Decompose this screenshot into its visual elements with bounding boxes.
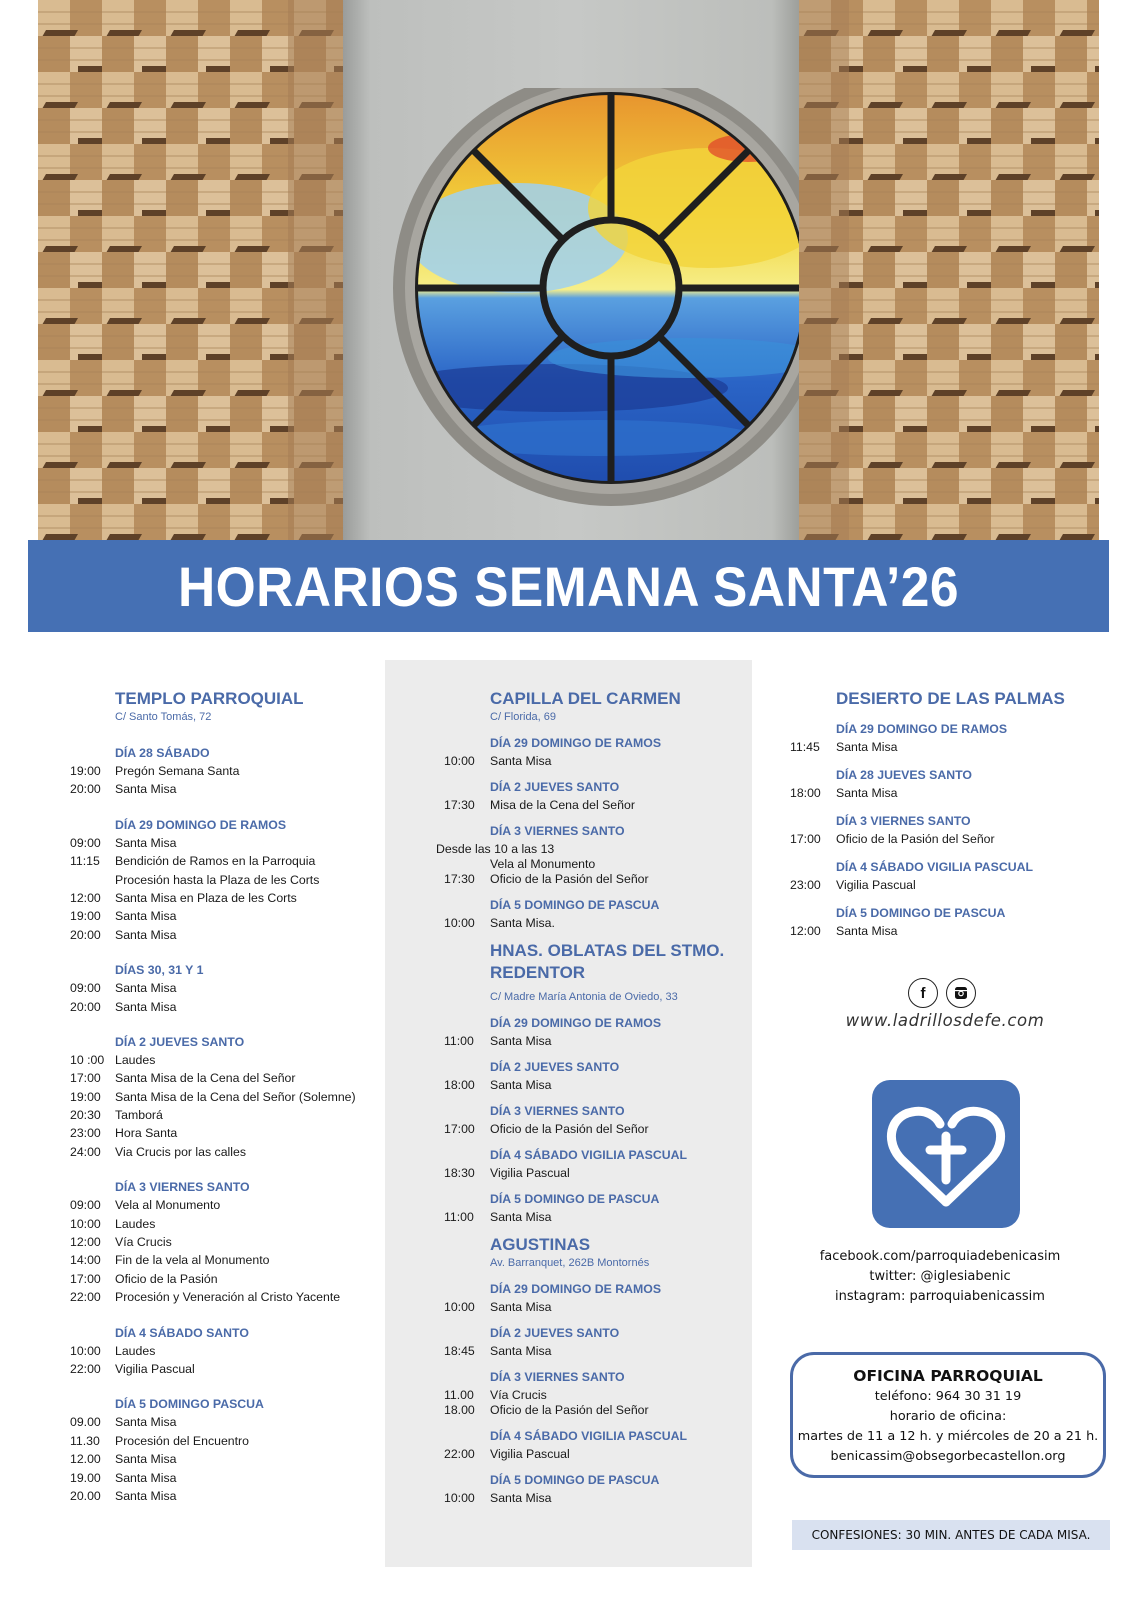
day-header: DÍA 29 DOMINGO DE RAMOS [490, 1282, 662, 1296]
time: 12:00 [70, 1235, 101, 1250]
spacer [790, 799, 1090, 812]
schedule-row [70, 1088, 370, 1106]
schedule-row [444, 1032, 744, 1047]
spacer [70, 1161, 370, 1178]
schedule-row [70, 780, 370, 798]
event-label: Pregón Semana Santa [115, 764, 240, 778]
time: 11:00 [444, 1034, 474, 1048]
spacer [790, 710, 1090, 720]
day-header: DÍA 29 DOMINGO DE RAMOS [836, 722, 1008, 736]
event-label: Santa Misa [490, 1491, 552, 1505]
spacer [444, 1223, 744, 1234]
title-banner [28, 540, 1109, 632]
heart-cross-icon [872, 1080, 1020, 1228]
event-label: Laudes [115, 1343, 156, 1358]
time: 24:00 [70, 1144, 101, 1159]
time: 18:45 [444, 1344, 475, 1358]
place-address: C/ Madre María Antonia de Oviedo, 33 [490, 991, 678, 1003]
time: 11:45 [790, 740, 820, 754]
event-label: Vigilia Pascual [490, 1166, 570, 1180]
spacer [444, 1179, 744, 1190]
time: 10:00 [444, 1491, 475, 1505]
time: 19:00 [70, 764, 101, 778]
schedule-row [790, 830, 1090, 845]
schedule-row [70, 1215, 370, 1233]
day-header: DÍA 2 JUEVES SANTO [490, 1060, 620, 1074]
time: 12.00 [70, 1452, 101, 1467]
day-header: DÍAS 30, 31 Y 1 [115, 963, 204, 978]
day-header: DÍA 4 SÁBADO VIGILIA PASCUAL [490, 1429, 687, 1443]
day-header: DÍA 4 SÁBADO VIGILIA PASCUAL [490, 1148, 687, 1162]
day-header: DÍA 28 SÁBADO [115, 746, 210, 760]
time: 17:00 [790, 832, 821, 846]
office-hours-label: horario de oficina: [889, 1409, 1007, 1424]
schedule-row [444, 870, 744, 885]
time: 14:00 [70, 1253, 101, 1268]
schedule-row [70, 1124, 370, 1142]
time: 10:00 [444, 916, 475, 930]
time: 20:00 [70, 999, 101, 1014]
spacer [790, 753, 1090, 766]
schedule-row [70, 1233, 370, 1251]
spacer [70, 799, 370, 816]
spacer [444, 1313, 744, 1324]
day-header: DÍA 3 VIERNES SANTO [490, 1370, 625, 1384]
parish-logo [872, 1080, 1020, 1228]
page-title: HORARIOS SEMANA SANTA’26 [177, 554, 960, 618]
schedule-row [444, 914, 744, 929]
place-address: C/ Santo Tomás, 72 [115, 711, 212, 723]
event-label: Hora Santa [115, 1126, 178, 1141]
event-label: Bendición de Ramos en la Parroquia [115, 854, 316, 869]
event-label: Vía Crucis [490, 1388, 547, 1402]
spacer [444, 1047, 744, 1058]
event-label: Vigilia Pascual [836, 878, 916, 892]
brick-wall-right [799, 0, 1099, 540]
day-header: DÍA 3 VIERNES SANTO [490, 824, 625, 838]
time: 20:30 [70, 1108, 101, 1123]
day-header: DÍA 5 DOMINGO DE PASCUA [836, 906, 1006, 920]
event-label: Santa Misa [490, 1210, 552, 1224]
spacer [70, 1378, 370, 1395]
office-email[interactable]: benicassim@obsegorbecastellon.org [830, 1449, 1066, 1464]
schedule-row [444, 1445, 744, 1460]
schedule-row [790, 876, 1090, 891]
time: 22:00 [70, 1290, 101, 1305]
day-header: DÍA 5 DOMINGO DE PASCUA [490, 1192, 660, 1206]
event-label: Oficio de la Pasión del Señor [490, 872, 649, 886]
office-box [790, 1352, 1106, 1478]
spacer [70, 724, 370, 744]
place-name: CAPILLA DEL CARMEN [490, 689, 681, 708]
schedule-row [70, 998, 370, 1016]
time: 22:00 [444, 1447, 475, 1461]
schedule-row [70, 1106, 370, 1124]
schedule-row [444, 752, 744, 767]
schedule-row [444, 1164, 744, 1179]
place-address: C/ Florida, 69 [490, 711, 557, 723]
schedule-row [70, 1251, 370, 1269]
spacer [444, 1357, 744, 1368]
day-header: DÍA 29 DOMINGO DE RAMOS [490, 736, 662, 750]
time: 17:00 [444, 1122, 475, 1136]
spacer [790, 937, 1090, 950]
schedule-row [444, 1120, 744, 1135]
website-link[interactable]: www.ladrillosdefe.com [845, 1011, 1045, 1030]
time: 19.00 [70, 1470, 101, 1485]
event-label: Santa Misa de la Cena del Señor [115, 1071, 296, 1086]
facebook-icon[interactable]: f [908, 978, 938, 1008]
time: 11:15 [70, 854, 100, 869]
schedule-row [790, 784, 1090, 799]
spacer [444, 1270, 744, 1280]
time: 09:00 [70, 981, 101, 996]
event-label: Procesión del Encuentro [115, 1433, 249, 1448]
brick-wall-left [38, 0, 343, 540]
schedule-row [444, 1208, 744, 1223]
schedule-row [70, 907, 370, 925]
column-templo-parroquial [70, 688, 370, 1505]
facebook-link[interactable]: facebook.com/parroquiadebenicasim [819, 1249, 1061, 1264]
event-label: Santa Misa [115, 835, 177, 850]
time: 17:00 [70, 1071, 101, 1086]
event-label: Santa Misa [115, 909, 177, 924]
twitter-link[interactable]: twitter: @iglesiabenic [869, 1269, 1011, 1284]
event-label: Santa Misa [490, 1078, 552, 1092]
instagram-link[interactable]: instagram: parroquiabenicassim [835, 1289, 1045, 1304]
day-header: DÍA 4 SÁBADO VIGILIA PASCUAL [836, 860, 1033, 874]
event-label: Santa Misa [490, 1034, 552, 1048]
schedule-row [70, 852, 370, 870]
time: 09:00 [70, 1198, 101, 1213]
spacer [444, 1004, 744, 1014]
spacer [70, 944, 370, 961]
day-header: DÍA 5 DOMINGO DE PASCUA [490, 898, 660, 912]
time: 17:00 [70, 1271, 101, 1286]
event-label: Oficio de la Pasión [115, 1271, 218, 1286]
place-address: Av. Barranquet, 262B Montornés [490, 1257, 650, 1269]
event-label: Misa de la Cena del Señor [490, 798, 635, 812]
spacer [444, 1460, 744, 1471]
schedule-row [70, 926, 370, 944]
time: 22:00 [70, 1361, 101, 1376]
schedule-row [70, 1270, 370, 1288]
time: 11.30 [70, 1433, 100, 1448]
time: 12:00 [70, 890, 101, 905]
event-label: Santa Misa [490, 1300, 552, 1314]
schedule-row [70, 1360, 370, 1378]
time: 09.00 [70, 1415, 101, 1430]
schedule-row [790, 922, 1090, 937]
time: 12:00 [790, 924, 821, 938]
event-label: Oficio de la Pasión del Señor [490, 1403, 649, 1417]
event-label: Santa Misa de la Cena del Señor (Solemne) [115, 1089, 356, 1104]
event-label: Santa Misa [490, 754, 552, 768]
time: 10:00 [70, 1343, 101, 1358]
event-label: Fin de la vela al Monumento [115, 1253, 270, 1268]
column-desierto [790, 688, 1090, 950]
spacer [444, 1504, 744, 1515]
confesiones-note: CONFESIONES: 30 MIN. ANTES DE CADA MISA. [792, 1520, 1110, 1550]
spacer [444, 767, 744, 778]
day-header: DÍA 4 SÁBADO SANTO [115, 1325, 249, 1340]
event-label: Procesión hasta la Plaza de les Corts [115, 872, 320, 887]
office-phone: teléfono: 964 30 31 19 [874, 1389, 1022, 1404]
schedule-row [70, 1432, 370, 1450]
time: 19:00 [70, 909, 101, 924]
social-links [800, 1247, 1080, 1307]
event-label: Santa Misa [836, 924, 898, 938]
time: 11.00 [444, 1388, 474, 1402]
time: 10:00 [444, 754, 475, 768]
schedule-row [444, 1386, 744, 1401]
day-header: DÍA 29 DOMINGO DE RAMOS [115, 817, 287, 832]
day-header: DÍA 2 JUEVES SANTO [490, 1326, 620, 1340]
event-label: Santa Misa. [490, 916, 555, 930]
day-header: DÍA 28 JUEVES SANTO [836, 768, 972, 782]
event-label: Vigilia Pascual [115, 1361, 195, 1376]
event-label: Santa Misa [115, 782, 177, 797]
schedule-row [70, 1413, 370, 1431]
event-label: Santa Misa [836, 740, 898, 754]
event-label: Vigilia Pascual [490, 1447, 570, 1461]
schedule-row [444, 855, 744, 870]
instagram-icon[interactable] [946, 978, 976, 1008]
event-label: Santa Misa [115, 1452, 177, 1467]
place-name-line1: HNAS. OBLATAS DEL STMO. [490, 941, 725, 960]
time: 19:00 [70, 1089, 101, 1104]
time: 17:30 [444, 872, 475, 886]
event-label: Santa Misa [115, 927, 177, 942]
instagram-glyph [954, 986, 968, 1000]
schedule-row [436, 840, 744, 856]
event-label: Vela al Monumento [115, 1198, 221, 1213]
schedule-row [444, 1342, 744, 1357]
time: 18.00 [444, 1403, 475, 1417]
column-capillas [436, 688, 744, 1515]
spacer [444, 1091, 744, 1102]
time: 17:30 [444, 798, 475, 812]
time: 10 :00 [70, 1052, 105, 1067]
event-label: Laudes [115, 1216, 156, 1231]
spacer [70, 1307, 370, 1324]
schedule-row [70, 979, 370, 997]
event-label: Laudes [115, 1052, 156, 1067]
time: 10:00 [444, 1300, 475, 1314]
spacer [790, 891, 1090, 904]
office-hours: martes de 11 a 12 h. y miércoles de 20 a 21 h. [797, 1429, 1099, 1444]
schedule-row [444, 1076, 744, 1091]
place-name: AGUSTINAS [490, 1235, 591, 1254]
schedule-row [790, 738, 1090, 753]
time: 20.00 [70, 1488, 101, 1503]
day-header: DÍA 2 JUEVES SANTO [115, 1034, 245, 1049]
event-label: Oficio de la Pasión del Señor [836, 832, 995, 846]
time: 18:00 [444, 1078, 475, 1092]
event-label: Santa Misa [115, 1470, 177, 1485]
schedule-row [70, 1196, 370, 1214]
event-label: Santa Misa en Plaza de les Corts [115, 890, 297, 905]
schedule-row [444, 1298, 744, 1313]
schedule-row [70, 871, 370, 889]
schedule-row [70, 834, 370, 852]
event-label: Santa Misa [836, 786, 898, 800]
time: 23:00 [790, 878, 821, 892]
schedule-row [70, 1051, 370, 1069]
time: Desde las 10 a las 13 [436, 842, 555, 856]
schedule-row [70, 1143, 370, 1161]
event-label: Santa Misa [115, 999, 177, 1014]
day-header: DÍA 5 DOMINGO DE PASCUA [490, 1473, 660, 1487]
place-name-line2: REDENTOR [490, 963, 586, 982]
spacer [444, 724, 744, 734]
day-header: DÍA 3 VIERNES SANTO [115, 1180, 250, 1195]
social-icons [908, 978, 976, 1008]
schedule-row [70, 1342, 370, 1360]
place-name: TEMPLO PARROQUIAL [115, 689, 304, 708]
time: 23:00 [70, 1126, 101, 1141]
event-label: Oficio de la Pasión del Señor [490, 1122, 649, 1136]
schedule-row [70, 1450, 370, 1468]
event-label: Santa Misa [115, 1415, 177, 1430]
schedule-row [444, 796, 744, 811]
header-photo [38, 0, 1099, 540]
stained-glass-window [368, 88, 848, 508]
event-label: Via Crucis por las calles [115, 1144, 246, 1159]
time: 09:00 [70, 835, 101, 850]
spacer [70, 1016, 370, 1033]
event-label: Santa Misa [115, 1488, 177, 1503]
day-header: DÍA 29 DOMINGO DE RAMOS [490, 1016, 662, 1030]
time: 10:00 [70, 1216, 101, 1231]
time: 20:00 [70, 782, 101, 797]
event-label: Santa Misa [115, 981, 177, 996]
event-label: Tamborá [115, 1108, 163, 1123]
schedule-row [444, 1489, 744, 1504]
schedule-row [70, 1469, 370, 1487]
day-header: DÍA 3 VIERNES SANTO [836, 814, 971, 828]
office-title: OFICINA PARROQUIAL [853, 1367, 1043, 1385]
spacer [444, 929, 744, 940]
schedule-row [70, 1288, 370, 1306]
schedule-row [70, 889, 370, 907]
day-header: DÍA 2 JUEVES SANTO [490, 780, 620, 794]
time: 11:00 [444, 1210, 474, 1224]
event-label: Procesión y Veneración al Cristo Yacente [115, 1290, 341, 1305]
time: 20:00 [70, 927, 101, 942]
time: 18:00 [790, 786, 821, 800]
schedule-row [70, 1069, 370, 1087]
schedule-row [70, 1487, 370, 1505]
time: 18:30 [444, 1166, 475, 1180]
schedule-row [70, 762, 370, 780]
event-label: Santa Misa [490, 1344, 552, 1358]
schedule-row [444, 1401, 744, 1416]
day-header: DÍA 5 DOMINGO PASCUA [115, 1397, 264, 1412]
event-label: Vía Crucis [115, 1235, 172, 1250]
place-name: DESIERTO DE LAS PALMAS [836, 689, 1065, 708]
day-header: DÍA 3 VIERNES SANTO [490, 1104, 625, 1118]
event-label: Vela al Monumento [490, 857, 596, 871]
